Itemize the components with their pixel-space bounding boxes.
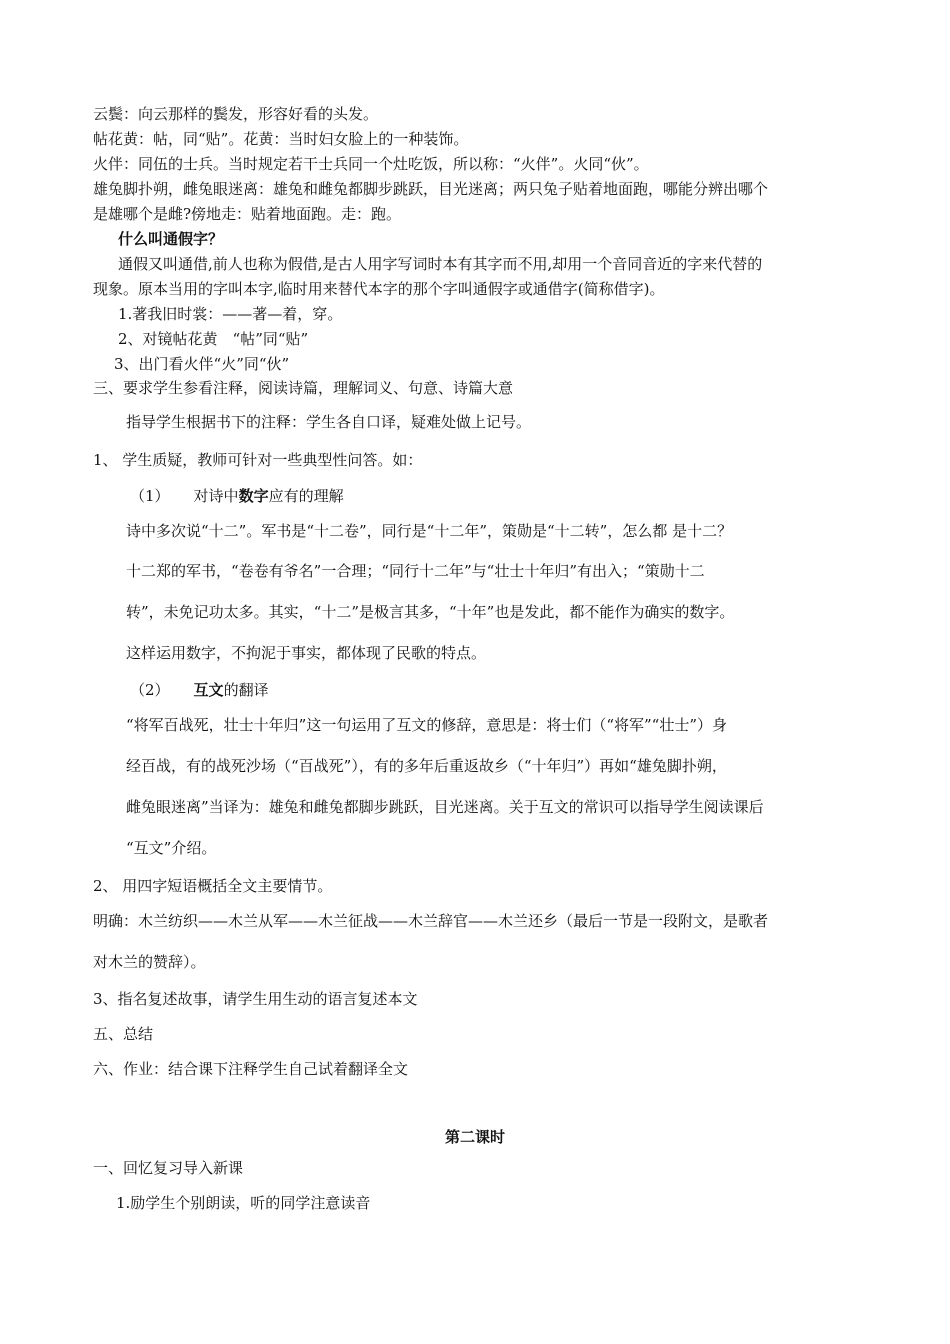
lesson2-part1-item1: 1.励学生个别朗读，听的同学注意读音 (116, 1194, 371, 1212)
section3-item1: 1、 学生质疑，教师可针对一些典型性问答。如： (93, 451, 423, 469)
subsection1-para-line3: 转”，未免记功太多。其实，“十二”是极言其多，“十年”也是发此，都不能作为确实的数字。 (126, 603, 735, 621)
subsection2-heading (130, 680, 269, 700)
subsection2-para-line4: “互文”介绍。 (126, 839, 217, 857)
section3-guide: 指导学生根据书下的注释：学生各自口译，疑难处做上记号。 (126, 413, 532, 431)
mingque-line1: 明确：木兰纺织——木兰从军——木兰征战——木兰辞官——木兰还乡（最后一节是一段附文，是歌者 (93, 912, 769, 930)
annotation-tiehuahuang: 帖花黄：帖，同“贴”。花黄：当时妇女脸上的一种装饰。 (93, 130, 469, 148)
subsection1-pre: 对诗中 (193, 487, 239, 505)
annotation-xiongtu-line2: 是雄哪个是雌?傍地走：贴着地面跑。走：跑。 (93, 205, 402, 223)
lesson2-heading: 第二课时 (444, 1128, 505, 1146)
subsection1-number: （1） (130, 487, 170, 505)
tongjiazi-definition-line1: 通假又叫通借,前人也称为假借,是古人用字写词时本有其字而不用,却用一个音同音近的字来代替的 (118, 255, 763, 273)
tongjiazi-definition-line2: 现象。原本当用的字叫本字,临时用来替代本字的那个字叫通假字或通借字(简称借字)。 (93, 280, 665, 298)
subsection1-para-line2: 十二郑的军书，“卷卷有爷名”一合理；“同行十二年”与“壮士十年归”有出入；“策勋十二 (126, 562, 705, 580)
subsection2-para-line1: “将军百战死，壮士十年归”这一句运用了互文的修辞，意思是：将士们（“将军”“壮士”）身 (126, 716, 728, 734)
subsection1-post: 应有的理解 (268, 487, 344, 505)
subsection1-para-line4: 这样运用数字，不拘泥于事实，都体现了民歌的特点。 (126, 644, 487, 662)
subsection1-bold-term: 数字 (238, 487, 269, 505)
section3-item2: 2、 用四字短语概括全文主要情节。 (93, 877, 333, 895)
tongjiazi-example-1: 1.著我旧时裳：——著—着，穿。 (118, 305, 343, 323)
annotation-huoban: 火伴：同伍的士兵。当时规定若干士兵同一个灶吃饭，所以称：“火伴”。火同“伙”。 (93, 155, 649, 173)
subsection1-heading (130, 486, 344, 506)
subsection2-para-line2: 经百战，有的战死沙场（“百战死”），有的多年后重返故乡（“十年归”）再如“雄兔脚扑朔， (126, 757, 727, 775)
section3-title: 三、要求学生参看注释，阅读诗篇，理解词义、句意、诗篇大意 (93, 379, 514, 397)
tongjiazi-example-3: 3、出门看火伴“火”同“伙” (114, 355, 290, 373)
annotation-xiongtu-line1: 雄兔脚扑朔，雌兔眼迷离：雄兔和雌兔都脚步跳跃，目光迷离；两只兔子贴着地面跑，哪能分辨出哪个 (93, 180, 769, 198)
subsection2-para-line3: 雌兔眼迷离”当译为：雄兔和雌兔都脚步跳跃，目光迷离。关于互文的常识可以指导学生阅读课后 (126, 798, 764, 816)
mingque-line2: 对木兰的赞辞）。 (93, 953, 206, 971)
section6-title: 六、作业：结合课下注释学生自己试着翻译全文 (93, 1060, 409, 1078)
section3-item3: 3、指名复述故事，请学生用生动的语言复述本文 (93, 990, 418, 1008)
lesson2-part1: 一、回忆复习导入新课 (93, 1159, 244, 1177)
subsection2-number: （2） (130, 681, 170, 699)
annotation-yunbin: 云鬓：向云那样的鬓发，形容好看的头发。 (93, 105, 379, 123)
tongjiazi-example-2: 2、对镜帖花黄 “帖”同“贴” (118, 330, 309, 348)
subsection2-post: 的翻译 (223, 681, 269, 699)
section5-title: 五、总结 (93, 1025, 154, 1043)
subsection2-bold-term: 互文 (193, 681, 224, 699)
tongjiazi-heading: 什么叫通假字？ (118, 230, 224, 248)
subsection1-para-line1: 诗中多次说“十二”。军书是“十二卷”，同行是“十二年”，策勋是“十二转”，怎么都 是十二？ (126, 522, 733, 540)
